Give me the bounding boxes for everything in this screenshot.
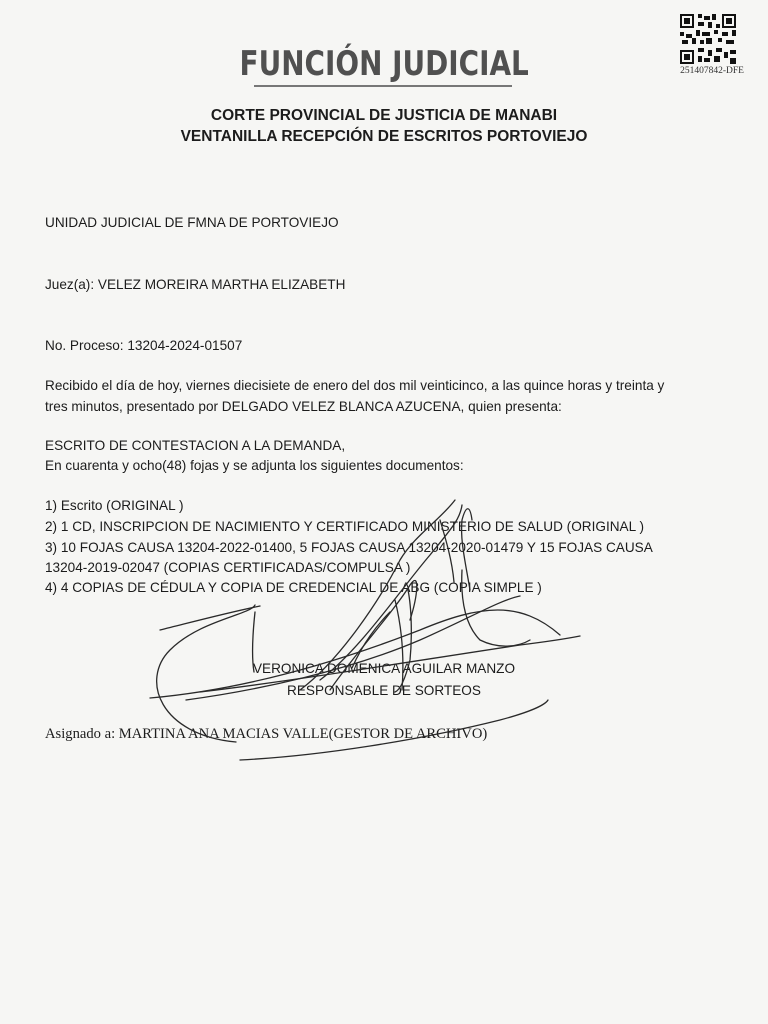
received-line-2: tres minutos, presentado por DELGADO VELEZ BLANCA AZUCENA, quien presenta: (45, 399, 562, 414)
list-item: 1) Escrito (ORIGINAL ) (45, 498, 184, 513)
list-item: 3) 10 FOJAS CAUSA 13204-2022-01400, 5 FOJAS CAUSA 13204-2020-01479 Y 15 FOJAS CAUSA (45, 540, 653, 555)
list-item: 2) 1 CD, INSCRIPCION DE NACIMIENTO Y CERTIFICADO MINISTERIO DE SALUD (ORIGINAL ) (45, 519, 644, 534)
qr-code-icon (680, 14, 736, 64)
judge-line: Juez(a): VELEZ MOREIRA MARTHA ELIZABETH (45, 277, 346, 292)
list-item: 13204-2019-02047 (COPIAS CERTIFICADAS/COMPULSA ) (45, 560, 411, 575)
window-name: VENTANILLA RECEPCIÓN DE ESCRITOS PORTOVIEJO (180, 128, 588, 145)
logo-underline (254, 85, 512, 87)
process-number: No. Proceso: 13204-2024-01507 (45, 338, 243, 353)
document-title: ESCRITO DE CONTESTACION A LA DEMANDA, (45, 438, 346, 453)
qr-code-id: 251407842-DFE (680, 66, 744, 76)
assigned-to: Asignado a: MARTINA ANA MACIAS VALLE(GESTOR DE ARCHIVO) (45, 726, 488, 742)
signer-name: VERONICA DOMENICA AGUILAR MANZO (252, 661, 516, 676)
funcion-judicial-logo: FUNCIÓN JUDICIAL (239, 44, 529, 84)
list-item: 4) 4 COPIAS DE CÉDULA Y COPIA DE CREDENCIAL DE ABG (COPIA SIMPLE ) (45, 580, 542, 595)
received-line-1: Recibido el día de hoy, viernes diecisiete de enero del dos mil veinticinco, a las quince horas y treinta y (45, 378, 665, 393)
document-description: En cuarenta y ocho(48) fojas y se adjunta los siguientes documentos: (45, 458, 464, 473)
signer-block (0, 658, 768, 702)
court-name: CORTE PROVINCIAL DE JUSTICIA DE MANABI (210, 107, 558, 124)
judicial-unit: UNIDAD JUDICIAL DE FMNA DE PORTOVIEJO (45, 215, 339, 230)
signer-role: RESPONSABLE DE SORTEOS (287, 683, 481, 698)
court-header (0, 105, 768, 147)
